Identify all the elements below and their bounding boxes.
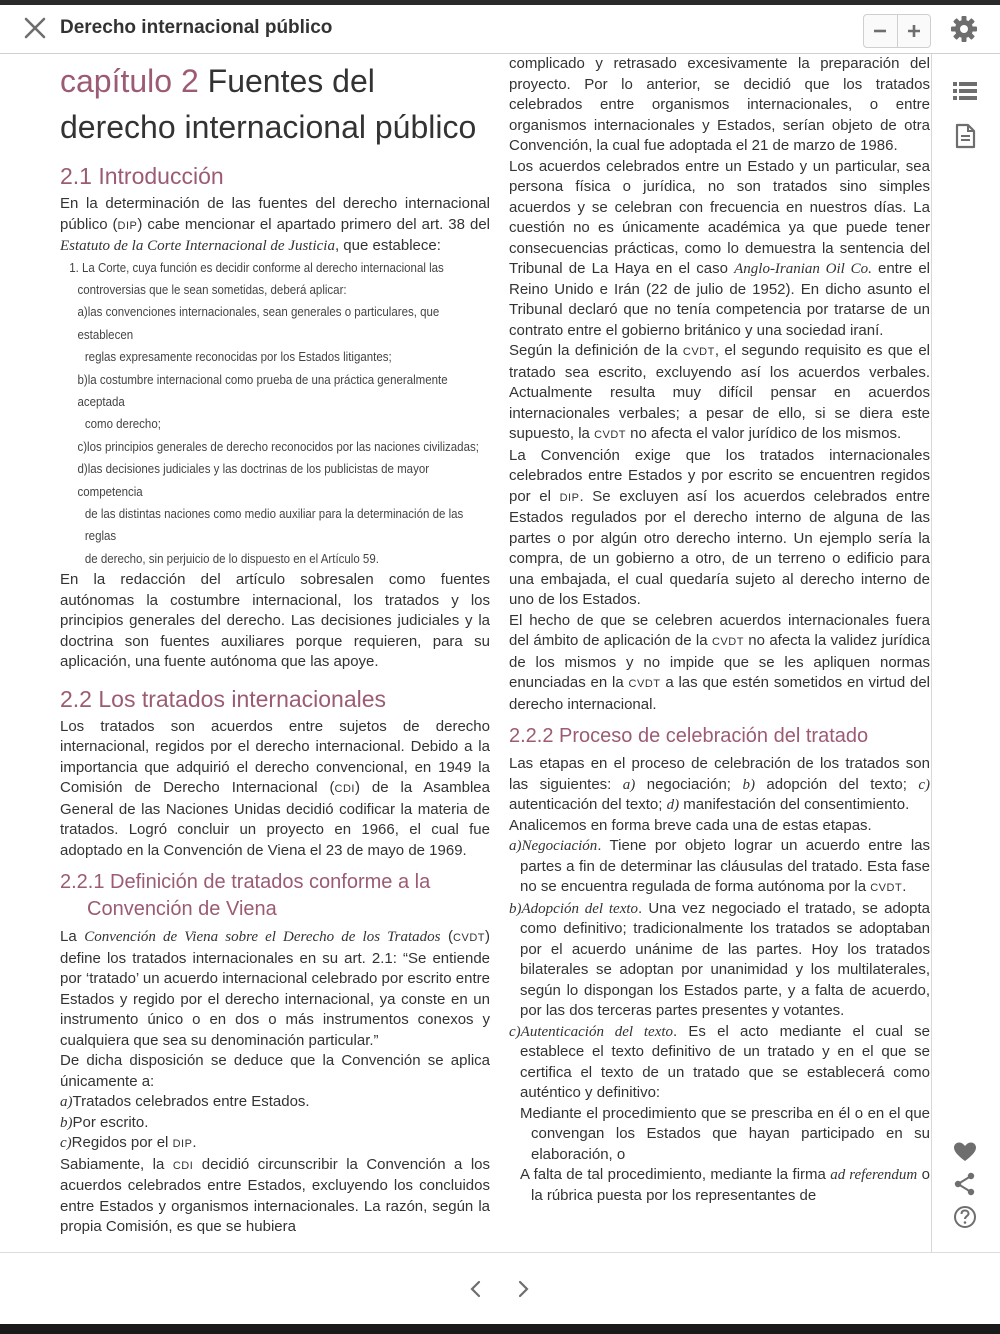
- toc-button[interactable]: [952, 78, 978, 104]
- share-button[interactable]: [952, 1171, 978, 1197]
- paragraph-tratados: Los tratados son acuerdos entre sujetos de derecho internacional, regidos por el derecho internacional. Debido a la importancia que adquirió el derecho convencional, en 1949 la Comisión de Derecho Internacional (CDI) de la Asamblea General de las Naciones Unidas decidió codificar la materia de tratados. Logró concluir un proyecto en 1966, el cual fue adoptado en la Convención de Viena el 23 de mayo de 1969.: [60, 717, 490, 859]
- toc-list-icon: [952, 78, 978, 104]
- stage-item-autenticacion: c)Autenticación del texto. Es el acto mediante el cual se establece el texto definitivo de un tratado y en el que se certifica el texto de un tratado que se establecerá como auténtico y definitivo:: [509, 1022, 930, 1101]
- list-item: b)Por escrito.: [60, 1113, 149, 1131]
- close-icon: [22, 15, 48, 41]
- paragraph-continuation: complicado y retrasado excesivamente la preparación del proyecto. Por lo anterior, se decidió que los tratados celebrados entre organismos internacionales, o entre organismos internacionales y Estados, serían objeto de otra Convención, la cual fue adoptada el 21 de marzo de 1986.: [509, 55, 930, 154]
- zoom-out-icon: [872, 23, 888, 39]
- paragraph-segun: Según la definición de la CVDT, el segundo requisito es que el tratado sea escrito, excluyendo así los acuerdos verbales. Actualmente resulta muy difícil pensar en acuerdos internacionales verbales; a pesar de ello, si se diera este supuesto, la CVDT no afecta el valor jurídico de los mismos.: [509, 342, 930, 442]
- list-item: c)Regidos por el DIP.: [60, 1134, 197, 1152]
- subsection-heading-definicion: 2.2.1 Definición de tratados conforme a la Convención de Viena: [60, 871, 431, 921]
- subsection-heading-proceso: 2.2.2 Proceso de celebración del tratado: [509, 725, 869, 747]
- help-button[interactable]: [952, 1204, 978, 1230]
- reader-header: [0, 5, 1000, 54]
- next-page-button[interactable]: [513, 1277, 533, 1301]
- paragraph-convencion: La Convención exige que los tratados internacionales celebrados entre Estados y por escrito se encuentren regidos por el DIP. Se excluyen así los acuerdos celebrados entre Estados regulados por el derecho interno de alguna de las partes o por algún otro derecho interno. Un ejemplo sería la compra, de un gobierno a otro, de un terreno o edificio para una embajada, el cual quedaría sujeto al derecho interno de uno de los Estados.: [509, 446, 930, 608]
- next-page-icon: [513, 1277, 533, 1301]
- paragraph-redaccion: En la redacción del artículo sobresalen como fuentes autónomas la costumbre internacional, los tratados y los principios generales del derecho. Las decisiones judiciales y la doctrina son fuentes auxiliares porque requieren, para su aplicación, una fuente autónoma que las apoye.: [60, 571, 490, 671]
- window-bottom-strip: [0, 1324, 1000, 1334]
- zoom-in-button[interactable]: [897, 15, 931, 47]
- paragraph-etapas: Las etapas en el proceso de celebración de los tratados son las siguientes: a) negociación; b) adopción del texto; c) autenticación del texto; d) manifestación del consentimiento.: [509, 755, 930, 813]
- list-item: a)Tratados celebrados entre Estados.: [60, 1093, 310, 1111]
- chapter-number: capítulo 2: [60, 63, 199, 99]
- paragraph-analicemos: Analicemos en forma breve cada una de estas etapas.: [509, 816, 872, 834]
- paragraph-definicion: La Convención de Viena sobre el Derecho de los Tratados (CVDT) define los tratados internacionales en su art. 2.1: “Se entiende por ‘tratado’ un acuerdo internacional celebrado por escrito entre Estados y regido por el derecho internacional, ya conste en un instrumento único o en dos o más instrumentos conexos y cualquiera que sea su denominación particular.”: [60, 928, 490, 1049]
- zoom-out-button[interactable]: [864, 15, 897, 47]
- paragraph-hecho: El hecho de que se celebren acuerdos internacionales fuera del ámbito de aplicación de la CVDT no afecta la validez jurídica de los mismos y no impide que se les apliquen normas enunciadas en la CVDT a las que estén sometidos en virtud del derecho internacional.: [509, 611, 930, 713]
- quote-item: Mediante el procedimiento que se prescriba en él o en el que convengan los Estados que hayan participado en su elaboración, o: [520, 1104, 930, 1163]
- chapter-heading: [60, 58, 490, 150]
- zoom-in-icon: [906, 23, 922, 39]
- page-footer: [0, 1252, 1000, 1325]
- section-heading-tratados: 2.2 Los tratados internacionales: [60, 685, 387, 712]
- legal-quote: 1. La Corte, cuya función es decidir conforme al derecho internacional las controversias que le sean sometidas, deberá aplicar: a)las convenciones internacionales, sean generales o particulares, que establecen reglas expresamente reconocidas por los Estados litigantes; b)la costumbre internacional como prueba de una práctica generalmente aceptada como derecho; c)los principios generales de derecho reconocidos por las naciones civilizadas; d)las decisiones judiciales y las doctrinas de los publicistas de mayor competencia de las distintas naciones como medio auxiliar para la determinación de las reglas de derecho, sin perjuicio de lo dispuesto en el Artículo 59.: [69, 260, 479, 566]
- section-heading-intro: 2.1 Introducción: [60, 163, 224, 189]
- heart-icon: [952, 1139, 978, 1165]
- book-title: Derecho internacional público: [60, 17, 333, 38]
- left-column: [60, 54, 490, 1252]
- close-button[interactable]: [22, 15, 48, 41]
- gear-icon: [950, 15, 978, 43]
- chapter-title: Fuentes del derecho internacional público: [60, 63, 477, 145]
- sidebar-divider: [931, 54, 932, 1252]
- page-view-button[interactable]: [952, 123, 978, 149]
- quote-item: A falta de tal procedimiento, mediante la firma ad referendum o la rúbrica puesta por los representantes de: [520, 1166, 930, 1204]
- prev-page-button[interactable]: [466, 1277, 486, 1301]
- help-icon: [952, 1204, 978, 1230]
- right-column: [509, 54, 930, 1252]
- settings-button[interactable]: [950, 15, 978, 43]
- stage-item-negociacion: a)Negociación. Tiene por objeto lograr un acuerdo entre las partes a fin de determinar las cláusulas del tratado. Esta fase no se encuentra regulada de forma autónoma por la CVDT.: [509, 837, 930, 895]
- paragraph-intro: En la determinación de las fuentes del derecho internacional público (DIP) cabe mencionar el apartado primero del art. 38 del Estatuto de la Corte Internacional de Justicia, que establece:: [60, 195, 490, 254]
- paragraph-acuerdos: Los acuerdos celebrados entre un Estado y un particular, sea persona física o jurídica, no son tratados sino simples acuerdos y se celebran con frecuencia en nuestros días. La cuestión no es únicamente académica ya que puede tener consecuencias prácticas, como lo demuestra la sentencia del Tribunal de La Haya en el caso Anglo-Iranian Oil Co. entre el Reino Unido e Irán (22 de julio de 1952). En dicho asunto el Tribunal declaró que no tenía competencia por tratarse de un contrato entre el gobierno británico y una sociedad iraní.: [509, 157, 930, 339]
- paragraph-sabiamente: Sabiamente, la CDI decidió circunscribir la Convención a los acuerdos celebrados entre Estados, excluyendo los concluidos entre Estados y organismos internacionales. La razón, según la propia Comisión, es que se hubiera: [60, 1155, 490, 1236]
- share-icon: [952, 1171, 978, 1197]
- stage-item-adopcion: b)Adopción del texto. Una vez negociado el tratado, se adopta como definitivo; tradicionalmente los tratados se adoptaban por el acuerdo unánime de las partes. Hoy los tratados bilaterales se adoptan por unanimidad y los multilaterales, según lo dispongan los Estados parte, y a falta de acuerdo, por las dos terceras partes presentes y votantes.: [509, 899, 930, 1019]
- zoom-controls: [863, 14, 931, 48]
- favorite-button[interactable]: [952, 1139, 978, 1165]
- paragraph-deduce: De dicha disposición se deduce que la Convención se aplica únicamente a:: [60, 1052, 490, 1090]
- prev-page-icon: [466, 1277, 486, 1301]
- document-icon: [952, 123, 978, 149]
